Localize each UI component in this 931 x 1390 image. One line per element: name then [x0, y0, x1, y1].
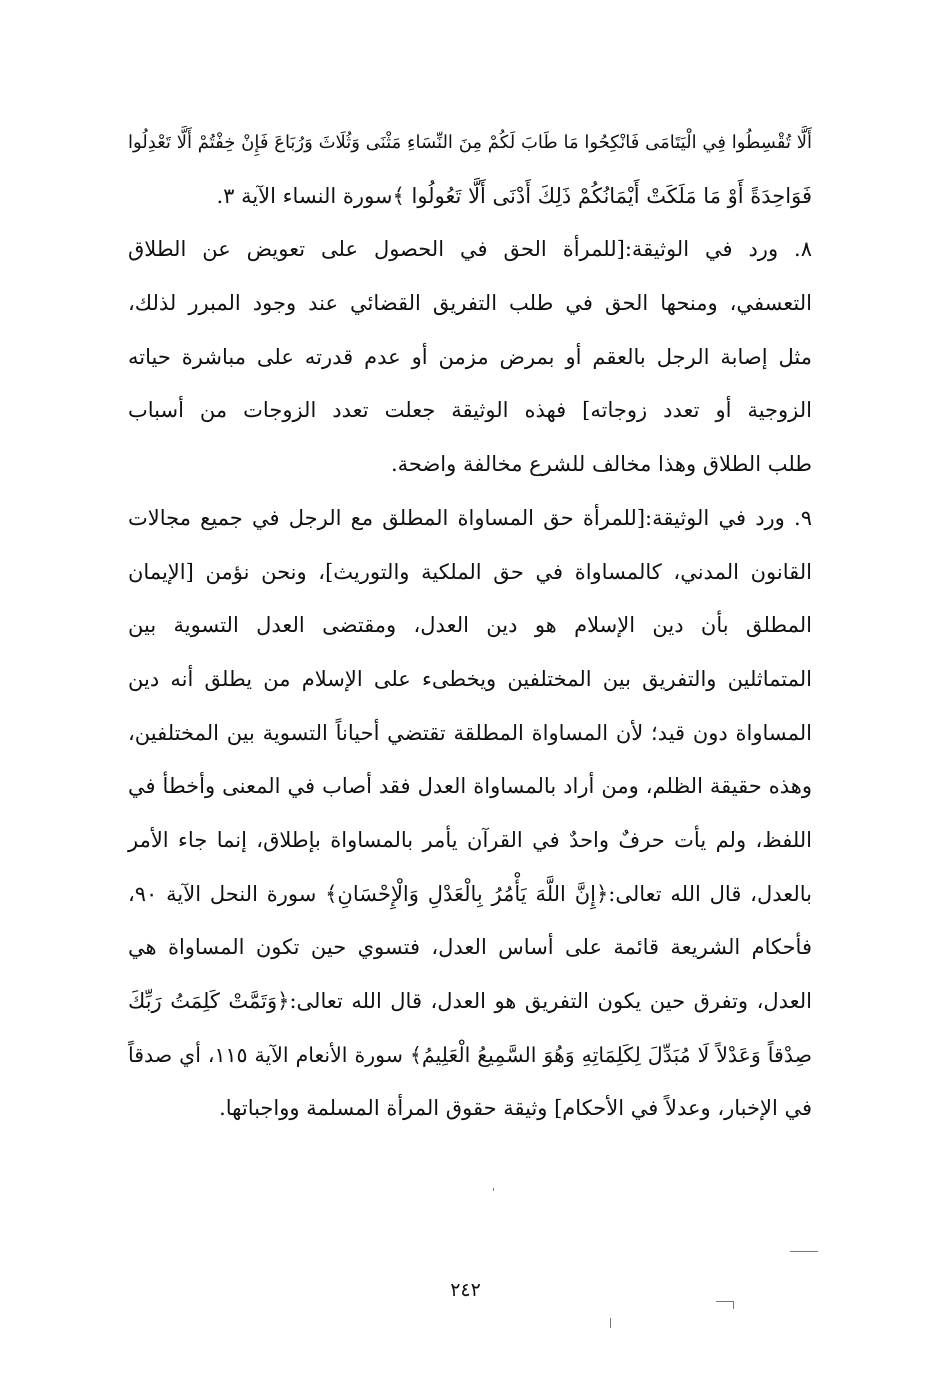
text-line: اللفظ، ولم يأت حرفٌ واحدٌ في القرآن يأمر بالمساواة بإطلاق، إنما جاء الأمر	[128, 827, 812, 852]
scan-mark	[610, 1318, 611, 1328]
page-number: ٢٤٢	[450, 1279, 481, 1301]
text-line: المطلق بأن دين الإسلام هو دين العدل، ومقتضى العدل التسوية بين	[128, 613, 812, 638]
text-line: طلب الطلاق وهذا مخالف للشرع مخالفة واضحة.	[390, 452, 812, 477]
text-line: ٩. ورد في الوثيقة:[للمرأة حق المساواة المطلق مع الرجل في جميع مجالات	[128, 505, 812, 530]
page-body	[128, 128, 812, 1148]
text-line: مثل إصابة الرجل بالعقم أو بمرض مزمن أو عدم قدرته على مباشرة حياته	[128, 344, 812, 369]
text-line: المساواة دون قيد؛ لأن المساواة المطلقة تقتضي أحياناً التسوية بين المختلفين،	[128, 720, 812, 745]
text-line: التعسفي، ومنحها الحق في طلب التفريق القضائي عند وجود المبرر لذلك،	[128, 291, 812, 316]
scan-mark	[716, 1301, 734, 1302]
text-line: الزوجية أو تعدد زوجاته] فهذه الوثيقة جعلت تعدد الزوجات من أسباب	[128, 398, 812, 423]
text-line: المتماثلين والتفريق بين المختلفين ويخطىء على الإسلام من يطلق أنه دين	[128, 666, 812, 691]
text-line: فأحكام الشريعة قائمة على أساس العدل، فتسوي حين تكون المساواة هي	[128, 935, 812, 960]
scan-mark	[493, 1188, 494, 1191]
text-line: العدل، وتفرق حين يكون التفريق هو العدل، قال الله تعالى:﴿وَتَمَّتْ كَلِمَتُ رَبِّكَ	[128, 989, 812, 1013]
text-line: وهذه حقيقة الظلم، ومن أراد بالمساواة العدل فقد أصاب في المعنى وأخطأ في	[128, 774, 812, 799]
scan-mark	[790, 1251, 818, 1252]
text-line: فَوَاحِدَةً أَوْ مَا مَلَكَتْ أَيْمَانُكُمْ ذَلِكَ أَدْنَى أَلَّا تَعُولُوا ﴾سورة النساء الآية ٣.	[216, 183, 812, 208]
text-line: القانون المدني، كالمساواة في حق الملكية والتوريث]، ونحن نؤمن [الإيمان	[128, 559, 812, 584]
text-line: في الإخبار، وعدلاً في الأحكام] وثيقة حقوق المرأة المسلمة وواجباتها.	[219, 1096, 812, 1121]
text-line: ٨. ورد في الوثيقة:[للمرأة الحق في الحصول على تعويض عن الطلاق	[128, 237, 812, 262]
text-line: بالعدل، قال الله تعالى:﴿إِنَّ اللَّهَ يَأْمُرُ بِالْعَدْلِ وَالْإِحْسَانِ﴾ سورة النحل الآية ٩٠،	[128, 881, 812, 906]
text-line: أَلَّا تُقْسِطُوا فِي الْيَتَامَى فَانْكِحُوا مَا طَابَ لَكُمْ مِنَ النِّسَاءِ مَثْنَى وَثُلَاثَ وَرُبَاعَ فَإِنْ خِفْتُمْ أَلَّا تَعْدِلُوا	[128, 132, 812, 153]
text-line: صِدْقاً وَعَدْلاً لَا مُبَدِّلَ لِكَلِمَاتِهِ وَهُوَ السَّمِيعُ الْعَلِيمُ﴾ سورة الأنعام الآية ١١٥، أي صدقاً	[128, 1042, 812, 1067]
scan-mark	[733, 1301, 734, 1309]
